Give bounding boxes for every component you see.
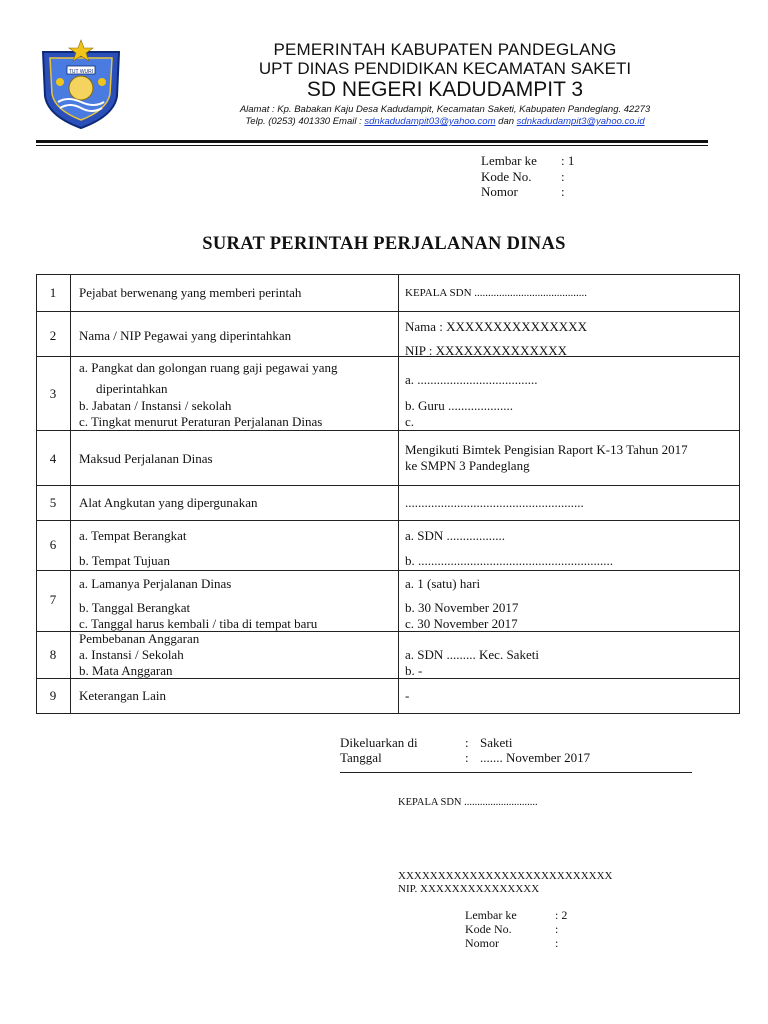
row7-value-c: c. 30 November 2017 xyxy=(405,616,518,631)
table-line xyxy=(36,713,740,714)
row9-value: - xyxy=(405,688,410,703)
row5-value: ....................................................... xyxy=(405,495,584,510)
row-number: 3 xyxy=(49,386,57,401)
row4-label: Maksud Perjalanan Dinas xyxy=(79,451,213,466)
issued-at-label: Dikeluarkan di xyxy=(340,735,418,750)
row-number: 2 xyxy=(49,328,57,343)
table-line xyxy=(36,570,740,571)
row-number: 8 xyxy=(49,647,57,662)
ref-bottom-lembar-label: Lembar ke xyxy=(465,908,517,922)
header-address: Alamat : Kp. Babakan Kaju Desa Kadudampit, Kecamatan Saketi, Kabupaten Pandeglang. 42273 xyxy=(239,104,651,115)
ref-bottom-nomor-label: Nomor xyxy=(465,936,499,950)
ref-bottom-lembar-value: : 2 xyxy=(555,908,568,922)
row3-label-a1: a. Pangkat dan golongan ruang gaji pegawai yang xyxy=(79,360,338,375)
row6-value-b: b. ............................................................ xyxy=(405,553,613,568)
row3-value-c: c. xyxy=(405,414,415,429)
row8-label-a: a. Instansi / Sekolah xyxy=(79,647,184,662)
table-line xyxy=(36,311,740,312)
row3-value-b: b. Guru .................... xyxy=(405,398,513,413)
table-line xyxy=(739,274,740,714)
row3-label-c: c. Tingkat menurut Peraturan Perjalanan Dinas xyxy=(79,414,323,429)
signer-nip: NIP. XXXXXXXXXXXXXXX xyxy=(398,883,540,895)
table-line xyxy=(70,274,71,714)
header-rule-thin xyxy=(36,145,708,146)
table-line xyxy=(36,274,740,275)
ref-top-lembar-value: : 1 xyxy=(561,153,575,168)
header-rule-thick xyxy=(36,140,708,143)
ref-top-nomor-value: : xyxy=(561,184,565,199)
table-line xyxy=(36,485,740,486)
row-number: 6 xyxy=(49,537,57,552)
row4-value-line2: ke SMPN 3 Pandeglang xyxy=(405,458,530,473)
row8-label-b: b. Mata Anggaran xyxy=(79,663,173,678)
row-number: 5 xyxy=(49,495,57,510)
table-line xyxy=(36,520,740,521)
row1-label: Pejabat berwenang yang memberi perintah xyxy=(79,285,302,300)
issued-at-separator: : xyxy=(465,735,469,750)
row9-label: Keterangan Lain xyxy=(79,688,166,703)
signer-title: KEPALA SDN ............................ xyxy=(398,797,538,808)
email-link-1[interactable]: sdnkadudampit03@yahoo.com xyxy=(364,116,496,127)
issued-date-label: Tanggal xyxy=(340,750,382,765)
footer-rule xyxy=(340,772,692,773)
header-telp: Telp. (0253) 401330 Email : xyxy=(245,116,365,127)
row2-label: Nama / NIP Pegawai yang diperintahkan xyxy=(79,328,292,343)
row6-label-b: b. Tempat Tujuan xyxy=(79,553,170,568)
row7-label-b: b. Tanggal Berangkat xyxy=(79,600,191,615)
ref-bottom-nomor-value: : xyxy=(555,936,559,950)
row5-label: Alat Angkutan yang dipergunakan xyxy=(79,495,258,510)
row8-value-b: b. - xyxy=(405,663,423,678)
row1-value: KEPALA SDN ......................................... xyxy=(405,287,588,299)
header-department: UPT DINAS PENDIDIKAN KECAMATAN SAKETI xyxy=(258,59,632,78)
row3-label-b: b. Jabatan / Instansi / sekolah xyxy=(79,398,232,413)
email-separator: dan xyxy=(495,116,517,127)
row-number: 1 xyxy=(49,285,57,300)
row-number: 4 xyxy=(49,451,57,466)
ref-bottom-kode-value: : xyxy=(555,922,559,936)
row7-value-a: a. 1 (satu) hari xyxy=(405,576,481,591)
logo-text: TUT WURI xyxy=(68,69,94,75)
ref-top-kode-label: Kode No. xyxy=(481,168,532,184)
pandeglang-regency-emblem xyxy=(38,38,124,130)
table-line xyxy=(36,356,740,357)
issued-date-value: ....... November 2017 xyxy=(480,750,591,765)
row6-value-a: a. SDN .................. xyxy=(405,528,506,543)
signer-name: XXXXXXXXXXXXXXXXXXXXXXXXXXX xyxy=(398,870,613,882)
header-government: PEMERINTAH KABUPATEN PANDEGLANG xyxy=(273,40,617,59)
row4-value-line1: Mengikuti Bimtek Pengisian Raport K-13 Tahun 2017 xyxy=(405,442,688,457)
header-school-name: SD NEGERI KADUDAMPIT 3 xyxy=(306,78,584,101)
row3-label-a2: diperintahkan xyxy=(96,381,168,396)
row6-label-a: a. Tempat Berangkat xyxy=(79,528,187,543)
ref-top-nomor-label: Nomor xyxy=(481,184,518,199)
table-line xyxy=(398,274,399,714)
ref-bottom-block xyxy=(465,908,567,950)
ref-top-kode-value: : xyxy=(561,168,565,184)
row7-label-a: a. Lamanya Perjalanan Dinas xyxy=(79,576,232,591)
issued-date-separator: : xyxy=(465,750,469,765)
row8-label-heading: Pembebanan Anggaran xyxy=(79,631,200,646)
ref-top-block xyxy=(481,153,574,200)
header-contact xyxy=(140,116,750,127)
ref-bottom-kode-label: Kode No. xyxy=(465,922,512,936)
table-line xyxy=(36,430,740,431)
document-title: SURAT PERINTAH PERJALANAN DINAS xyxy=(202,234,566,254)
row2-nip: NIP : XXXXXXXXXXXXXX xyxy=(405,343,568,358)
ref-top-lembar-label: Lembar ke xyxy=(481,153,537,168)
row2-nama: Nama : XXXXXXXXXXXXXXX xyxy=(405,319,587,334)
issued-at-value: Saketi xyxy=(480,735,513,750)
email-link-2[interactable]: sdnkadudampit3@yahoo.co.id xyxy=(516,116,645,127)
row-number: 9 xyxy=(49,688,57,703)
spd-table xyxy=(36,274,740,714)
row7-label-c: c. Tanggal harus kembali / tiba di tempat baru xyxy=(79,616,318,631)
row3-value-a: a. ..................................... xyxy=(405,372,538,387)
row-number: 7 xyxy=(49,592,57,607)
row8-value-a: a. SDN ......... Kec. Saketi xyxy=(405,647,539,662)
row7-value-b: b. 30 November 2017 xyxy=(405,600,519,615)
